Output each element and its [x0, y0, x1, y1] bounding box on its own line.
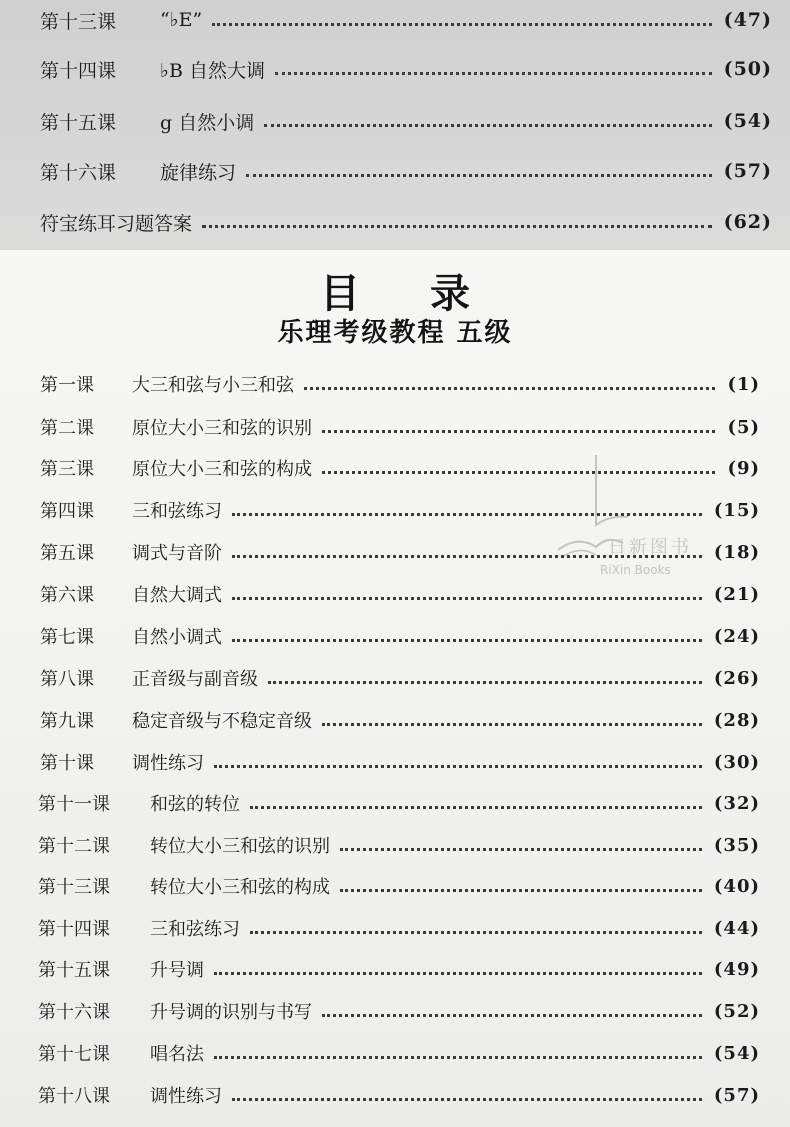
lesson-number: 第二课 [40, 418, 94, 439]
lesson-number: 第十三课 [40, 10, 117, 33]
toc-entry [0, 1033, 790, 1073]
dot-leader [214, 1056, 702, 1059]
lesson-number: 第十五课 [38, 960, 110, 981]
watermark-name: 日新图书 [608, 537, 692, 558]
lesson-title: 升号调的识别与书写 [150, 1002, 312, 1023]
dot-leader [232, 555, 702, 558]
lesson-title: 唱名法 [150, 1044, 204, 1065]
toc-entry [0, 101, 790, 141]
lesson-title: 三和弦练习 [132, 501, 222, 522]
dot-leader [264, 124, 711, 127]
lesson-number: 第十八课 [38, 1086, 110, 1107]
toc-entry [0, 202, 790, 242]
page-number: (54) [723, 110, 772, 132]
page-number: (47) [723, 9, 772, 31]
lesson-number: 第十六课 [38, 1002, 110, 1023]
page-number: (28) [713, 709, 760, 731]
lesson-number: 第四课 [40, 501, 94, 522]
toc-entry [0, 616, 790, 656]
page-number: (44) [713, 917, 760, 939]
lesson-title: 大三和弦与小三和弦 [132, 375, 294, 396]
toc-entry [0, 908, 790, 948]
toc-entry [0, 0, 790, 40]
lesson-title: 转位大小三和弦的构成 [150, 877, 330, 898]
lesson-number: 第十七课 [38, 1044, 110, 1065]
lesson-number: 第六课 [40, 585, 94, 606]
lesson-number: 第五课 [40, 543, 94, 564]
lesson-title: 自然小调式 [132, 627, 222, 648]
dot-leader [246, 174, 712, 177]
page-number: (9) [727, 457, 760, 479]
lesson-title: 正音级与副音级 [132, 669, 258, 690]
toc-entry [0, 49, 790, 89]
dot-leader [322, 471, 715, 474]
page-number: (30) [713, 751, 760, 773]
toc-entry [0, 407, 790, 447]
lesson-title: 自然大调式 [132, 585, 222, 606]
lesson-number: 第三课 [40, 459, 94, 480]
page-number: (35) [713, 834, 760, 856]
dot-leader [250, 806, 702, 809]
dot-leader [268, 681, 702, 684]
lesson-number: 第十四课 [38, 919, 110, 940]
lesson-title: 和弦的转位 [150, 794, 240, 815]
dot-leader [232, 513, 702, 516]
lesson-title: 调性练习 [132, 753, 204, 774]
lesson-title: “♭E” [160, 9, 203, 31]
page-number: (24) [713, 625, 760, 647]
lesson-title: 旋律练习 [160, 161, 237, 184]
page-number: (52) [713, 1000, 760, 1022]
dot-leader [340, 848, 702, 851]
lesson-title: g 自然小调 [160, 111, 255, 134]
dot-leader [340, 889, 702, 892]
toc-entry [0, 364, 790, 404]
page-title: 目录 [320, 270, 540, 317]
page-number: (5) [727, 416, 760, 438]
dot-leader [304, 387, 715, 390]
book-subtitle: 乐理考级教程 五级 [277, 318, 513, 348]
lesson-number: 第十五课 [40, 111, 117, 134]
dot-leader [232, 597, 702, 600]
page-number: (26) [713, 667, 760, 689]
lesson-title: 原位大小三和弦的识别 [132, 418, 312, 439]
toc-entry [0, 825, 790, 865]
lesson-number: 第十三课 [38, 877, 110, 898]
lesson-title: ♭B 自然大调 [160, 59, 265, 82]
lesson-number: 第十课 [40, 753, 94, 774]
dot-leader [250, 931, 702, 934]
toc-entry [0, 658, 790, 698]
page-number: (57) [713, 1084, 760, 1106]
lesson-title: 原位大小三和弦的构成 [132, 459, 312, 480]
previous-page-photo [0, 0, 790, 250]
page-number: (54) [713, 1042, 760, 1064]
lesson-title: 调性练习 [150, 1086, 222, 1107]
page-number: (32) [713, 792, 760, 814]
dot-leader [232, 1098, 702, 1101]
lesson-title: 调式与音阶 [132, 543, 222, 564]
lesson-number: 第十二课 [38, 836, 110, 857]
toc-entry [0, 991, 790, 1031]
page-number: (18) [713, 541, 760, 563]
page-number: (40) [713, 875, 760, 897]
lesson-title: 符宝练耳习题答案 [40, 212, 193, 235]
dot-leader [322, 723, 702, 726]
page-number: (49) [713, 958, 760, 980]
toc-entry [0, 783, 790, 823]
toc-entry [0, 742, 790, 782]
dot-leader [322, 430, 715, 433]
dot-leader [322, 1014, 702, 1017]
lesson-title: 三和弦练习 [150, 919, 240, 940]
toc-entry [0, 448, 790, 488]
lesson-number: 第九课 [40, 711, 94, 732]
lesson-title: 稳定音级与不稳定音级 [132, 711, 312, 732]
lesson-number: 第八课 [40, 669, 94, 690]
toc-entry [0, 532, 790, 572]
page-number: (62) [723, 211, 772, 233]
dot-leader [214, 765, 702, 768]
lesson-number: 第十四课 [40, 59, 117, 82]
lesson-number: 第七课 [40, 627, 94, 648]
toc-entry [0, 866, 790, 906]
page-number: (1) [727, 373, 760, 395]
toc-entry [0, 490, 790, 530]
toc-entry [0, 1075, 790, 1115]
toc-entry [0, 949, 790, 989]
lesson-title: 转位大小三和弦的识别 [150, 836, 330, 857]
lesson-number: 第一课 [40, 375, 94, 396]
dot-leader [214, 972, 702, 975]
lesson-number: 第十一课 [38, 794, 110, 815]
page-number: (57) [723, 160, 772, 182]
dot-leader [275, 72, 712, 75]
dot-leader [232, 639, 702, 642]
page-number: (21) [713, 583, 760, 605]
page-number: (15) [713, 499, 760, 521]
lesson-number: 第十六课 [40, 161, 117, 184]
lesson-title: 升号调 [150, 960, 204, 981]
toc-entry [0, 151, 790, 191]
toc-entry [0, 574, 790, 614]
dot-leader [212, 23, 711, 26]
page-number: (50) [723, 58, 772, 80]
watermark-name-en: RiXin Books [600, 563, 671, 577]
toc-entry [0, 700, 790, 740]
dot-leader [202, 225, 712, 228]
